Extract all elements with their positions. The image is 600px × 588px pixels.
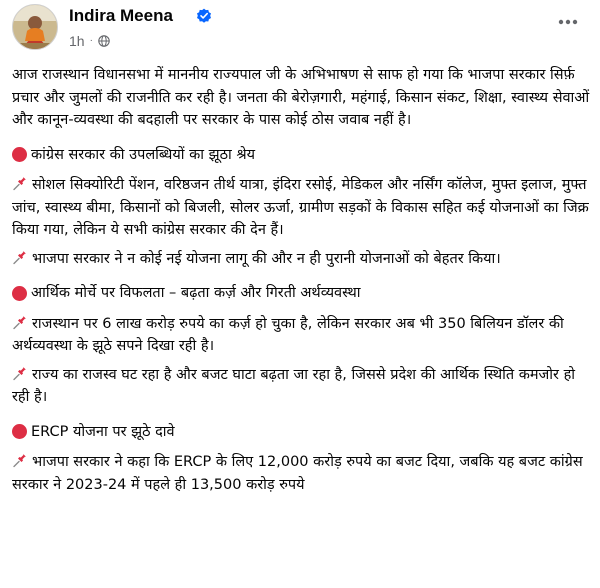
bullet-text: राजस्थान पर 6 लाख करोड़ रुपये का कर्ज़ हो चुका है, लेकिन सरकार अब भी 350 बिलियन डॉलर की अर्थव्यवस्था के झूठे सपने दिखा रही है। [12, 315, 564, 354]
bullet-text: भाजपा सरकार ने कहा कि ERCP के लिए 12,000 करोड़ रुपये का बजट दिया, जबकि यह बजट कांग्रेस सरकार ने 2023-24 में पहले ही 13,500 करोड़ रुपये [12, 454, 583, 493]
section-heading [12, 144, 590, 167]
bullet-text: राज्य का राजस्व घट रहा है और बजट घाटा बढ़ता जा रहा है, जिससे प्रदेश की आर्थिक स्थिति कमजोर हो रही है। [12, 366, 576, 405]
bullet-item [12, 248, 590, 271]
post-meta [69, 32, 110, 50]
globe-icon[interactable] [98, 35, 110, 47]
section-heading-text: ERCP योजना पर झूठे दावे [31, 423, 175, 440]
red-circle-icon [12, 147, 27, 162]
post-time[interactable]: 1h [69, 33, 85, 49]
bullet-item [12, 364, 590, 409]
bullet-item [12, 174, 590, 242]
red-circle-icon [12, 286, 27, 301]
author-name[interactable]: Indira Meena [69, 6, 173, 25]
intro-paragraph: आज राजस्थान विधानसभा में माननीय राज्यपाल जी के अभिभाषण से साफ हो गया कि भाजपा सरकार सिर्फ़ प्रचार और जुमलों की राजनीति कर रही है। जनता की बेरोज़गारी, महंगाई, किसान संकट, शिक्षा, स्वास्थ्य सेवाओं और कानून-व्यवस्था की बदहाली पर सरकार के पास कोई ठोस जवाब नहीं है। [12, 67, 590, 128]
more-options-icon [558, 19, 578, 25]
bullet-item [12, 313, 590, 358]
pushpin-icon [12, 452, 28, 468]
bullet-text: सोशल सिक्योरिटी पेंशन, वरिष्ठजन तीर्थ यात्रा, इंदिरा रसोई, मेडिकल और नर्सिंग कॉलेज, मुफ्त इलाज, मुफ्त जांच, स्वास्थ्य बीमा, किसानों को बिजली, सोलर ऊर्जा, ग्रामीण सड़कों के विकास सहित कई योजनाओं का जिक्र किया गया, लेकिन ये सभी कांग्रेस सरकार की देन हैं। [12, 177, 589, 238]
pushpin-icon [12, 175, 28, 191]
verified-badge-icon [196, 8, 212, 24]
red-circle-icon [12, 424, 27, 439]
pushpin-icon [12, 249, 28, 265]
more-options-button[interactable] [554, 12, 582, 32]
section-heading [12, 421, 590, 444]
bullet-text: भाजपा सरकार ने न कोई नई योजना लागू की और न ही पुरानी योजनाओं को बेहतर किया। [32, 250, 501, 267]
bullet-item [12, 451, 590, 496]
post-body [12, 64, 590, 502]
avatar[interactable] [12, 4, 58, 50]
pushpin-icon [12, 365, 28, 381]
post-header [12, 2, 588, 62]
section-heading [12, 282, 590, 305]
avatar-image [13, 5, 57, 49]
pushpin-icon [12, 314, 28, 330]
meta-separator: · [89, 35, 93, 46]
section-heading-text: आर्थिक मोर्चे पर विफलता – बढ़ता कर्ज़ और गिरती अर्थव्यवस्था [31, 285, 361, 301]
section-heading-text: कांग्रेस सरकार की उपलब्धियों का झूठा श्रेय [31, 146, 256, 163]
